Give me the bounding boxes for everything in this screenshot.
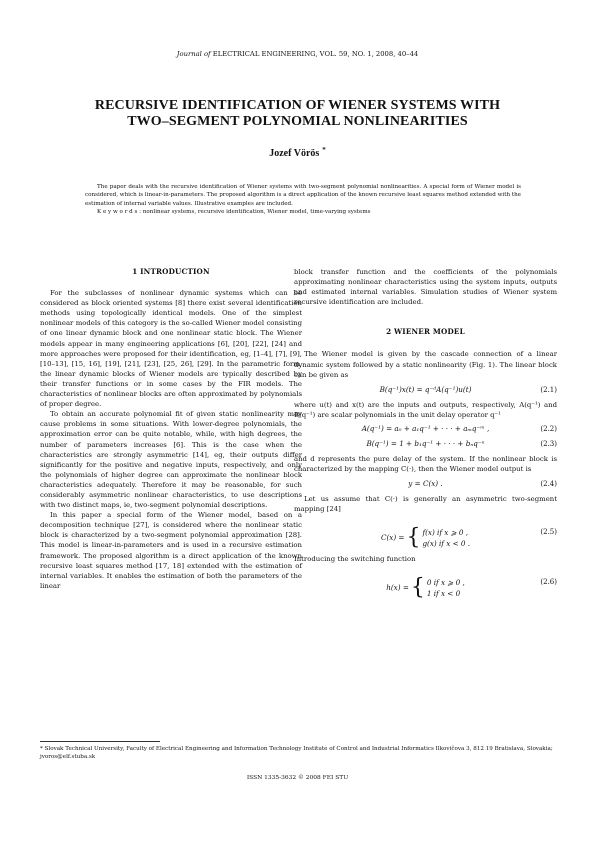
- equation-2-5-number: (2.5): [540, 528, 557, 537]
- equation-2-3-body: B(q⁻¹) = 1 + b₁q⁻¹ + · · · + bₙq⁻ⁿ: [366, 438, 485, 448]
- journal-header: [0, 50, 595, 58]
- equation-2-5-case-2: g(x) if x < 0 .: [422, 539, 471, 549]
- journal-name: Journal of: [176, 50, 211, 58]
- equation-2-5-lhs: C(x) =: [380, 533, 405, 543]
- equation-2-6-number: (2.6): [540, 578, 557, 587]
- equation-2-3-number: (2.3): [540, 439, 557, 448]
- wiener-paragraph-2: where u(t) and x(t) are the inputs and outputs, respectively, A(q⁻¹) and B(q⁻¹) are scalar polynomials in the unit delay operator q⁻¹: [294, 400, 557, 419]
- equations-2-2-2-3: [294, 420, 557, 454]
- title-line-1: RECURSIVE IDENTIFICATION OF WIENER SYSTEMS WITH: [94, 98, 501, 113]
- intro-paragraph-4: block transfer function and the coefficients of the polynomials approximating nonlinear characteristics using the system inputs, outputs and estimated internal variables. Simulation studies of Wiener system recursive identification are included.: [294, 268, 557, 307]
- equation-2-5: [294, 514, 557, 554]
- equation-2-6-body: [294, 577, 557, 599]
- author-name: Jozef Vörös: [269, 148, 320, 159]
- page-footer: ISSN 1335-3632 © 2008 FEI STU: [246, 775, 349, 781]
- equation-2-5-case-1: f(x) if x ⩾ 0 ,: [422, 528, 469, 538]
- left-brace: {: [406, 525, 421, 551]
- section-2-heading: 2 WIENER MODEL: [386, 327, 465, 337]
- abstract: [85, 183, 521, 216]
- wiener-paragraph-1: The Wiener model is given by the cascade connection of a linear dynamic system followed by a static nonlinearity (Fig. 1). The linear block can be given as: [294, 350, 557, 379]
- equation-2-6-case-1: 0 if x ⩾ 0 ,: [426, 578, 465, 588]
- author-affiliation-footnote: * Slovak Technical University, Faculty of Electrical Engineering and Information Technology Institute of Control and Industrial Informatics Ilkovičova 3, 812 19 Bratislava, Slovakia; jvoros@elf.stuba.sk: [40, 746, 553, 761]
- right-column: [294, 267, 557, 604]
- journal-details: ELECTRICAL ENGINEERING, VOL. 59, NO. 1, 2008, 40–44: [212, 50, 419, 58]
- equation-2-2-number: (2.2): [540, 424, 557, 433]
- equation-2-4-body: y = C(x) .: [408, 479, 443, 489]
- intro-paragraph-2: To obtain an accurate polynomial fit of given static nonlinearity may cause problems in some situations. With lower-degree polynomials, the approximation error can be quite notable, while, with high degrees, the number of parameters increases [6]. This is the case when the characteristics are strongly asymmetric [14], eg, their outputs differ significantly for the positive and negative inputs, respectively, and only the polynomials of higher degree can approximate the nonlinear block characteristics adequately. Therefore it may be reasonable, for such considerably asymmetric nonlinear characteristics, to use descriptions with two distinct maps, ie, two-segment polynomial descriptions.: [40, 410, 302, 510]
- keywords-text: nonlinear systems, recursive identification, Wiener model, time-varying systems: [142, 208, 371, 215]
- paper-title: [40, 98, 555, 130]
- abstract-text: The paper deals with the recursive identification of Wiener systems with two-segment polynomial nonlinearities. A special form of Wiener model is considered, which is linear-in-parameters. The proposed algorithm is a direct application of the known recursive least squares method extended with the estimation of internal variable values. Illustrative examples are included.: [85, 184, 521, 207]
- equation-2-5-body: [294, 527, 557, 549]
- equation-2-2-body: A(q⁻¹) = a₀ + a₁q⁻¹ + · · · + aₘq⁻ᵐ ,: [361, 423, 490, 433]
- equation-2-1-body: B(q⁻¹)x(t) = q⁻ᵈA(q⁻¹)u(t): [379, 384, 472, 394]
- keywords-line: [85, 208, 521, 216]
- equation-2-6-case-2: 1 if x < 0: [426, 589, 461, 599]
- title-line-2: TWO–SEGMENT POLYNOMIAL NONLINEARITIES: [127, 114, 468, 129]
- equation-2-6-lhs: h(x) =: [386, 583, 409, 593]
- author: [0, 148, 595, 159]
- intro-paragraph-3: In this paper a special form of the Wiener model, based on a decomposition technique [27], is considered where the nonlinear static block is characterized by a two-segment polynomial approximation [28]. This model is linear-in-parameters and is used in a recursive estimation framework. The proposed algorithm is a direct application of the known recursive least squares method [17, 18] extended with the estimation of internal variables. It enables the estimation of both the parameters of the linear: [40, 511, 302, 590]
- left-brace: {: [410, 575, 425, 601]
- left-column: [40, 267, 302, 591]
- keywords-label: K e y w o r d s :: [97, 208, 142, 215]
- equation-2-1-number: (2.1): [540, 385, 557, 394]
- equation-2-4: [294, 474, 557, 494]
- wiener-paragraph-3: and d represents the pure delay of the system. If the nonlinear block is characterized by the mapping C(·), then the Wiener model output is: [294, 454, 557, 474]
- wiener-paragraph-5: Introducing the switching function: [294, 555, 416, 564]
- footnote-divider: [40, 741, 160, 742]
- intro-paragraph-1: For the subclasses of nonlinear dynamic systems which can be considered as block oriented systems [8] there exist several identification methods using topologically identical models. One of the simplest nonlinear models of this category is the so-called Wiener model consisting of one linear dynamic block and one nonlinear static block. The Wiener models appear in many engineering applications [6], [20], [22], [24] and more approaches were proposed for their identification, eg, [1–4], [7], [9], [10–13], [15, 16], [19], [21], [23], [25, 26], [29]. In the parametric form, the linear dynamic blocks of Wiener models are typically described by their transfer functions or in some cases by the FIR models. The characteristics of nonlinear blocks are often approximated by polynomials of proper degree.: [40, 289, 302, 409]
- section-1-heading: 1 INTRODUCTION: [132, 267, 210, 276]
- equation-2-6: [294, 564, 557, 604]
- wiener-paragraph-4: Let us assume that C(·) is generally an asymmetric two-segment mapping [24]: [294, 495, 557, 514]
- equation-2-1: [294, 380, 557, 400]
- equation-2-4-number: (2.4): [540, 480, 557, 489]
- author-footnote-mark: *: [322, 146, 326, 154]
